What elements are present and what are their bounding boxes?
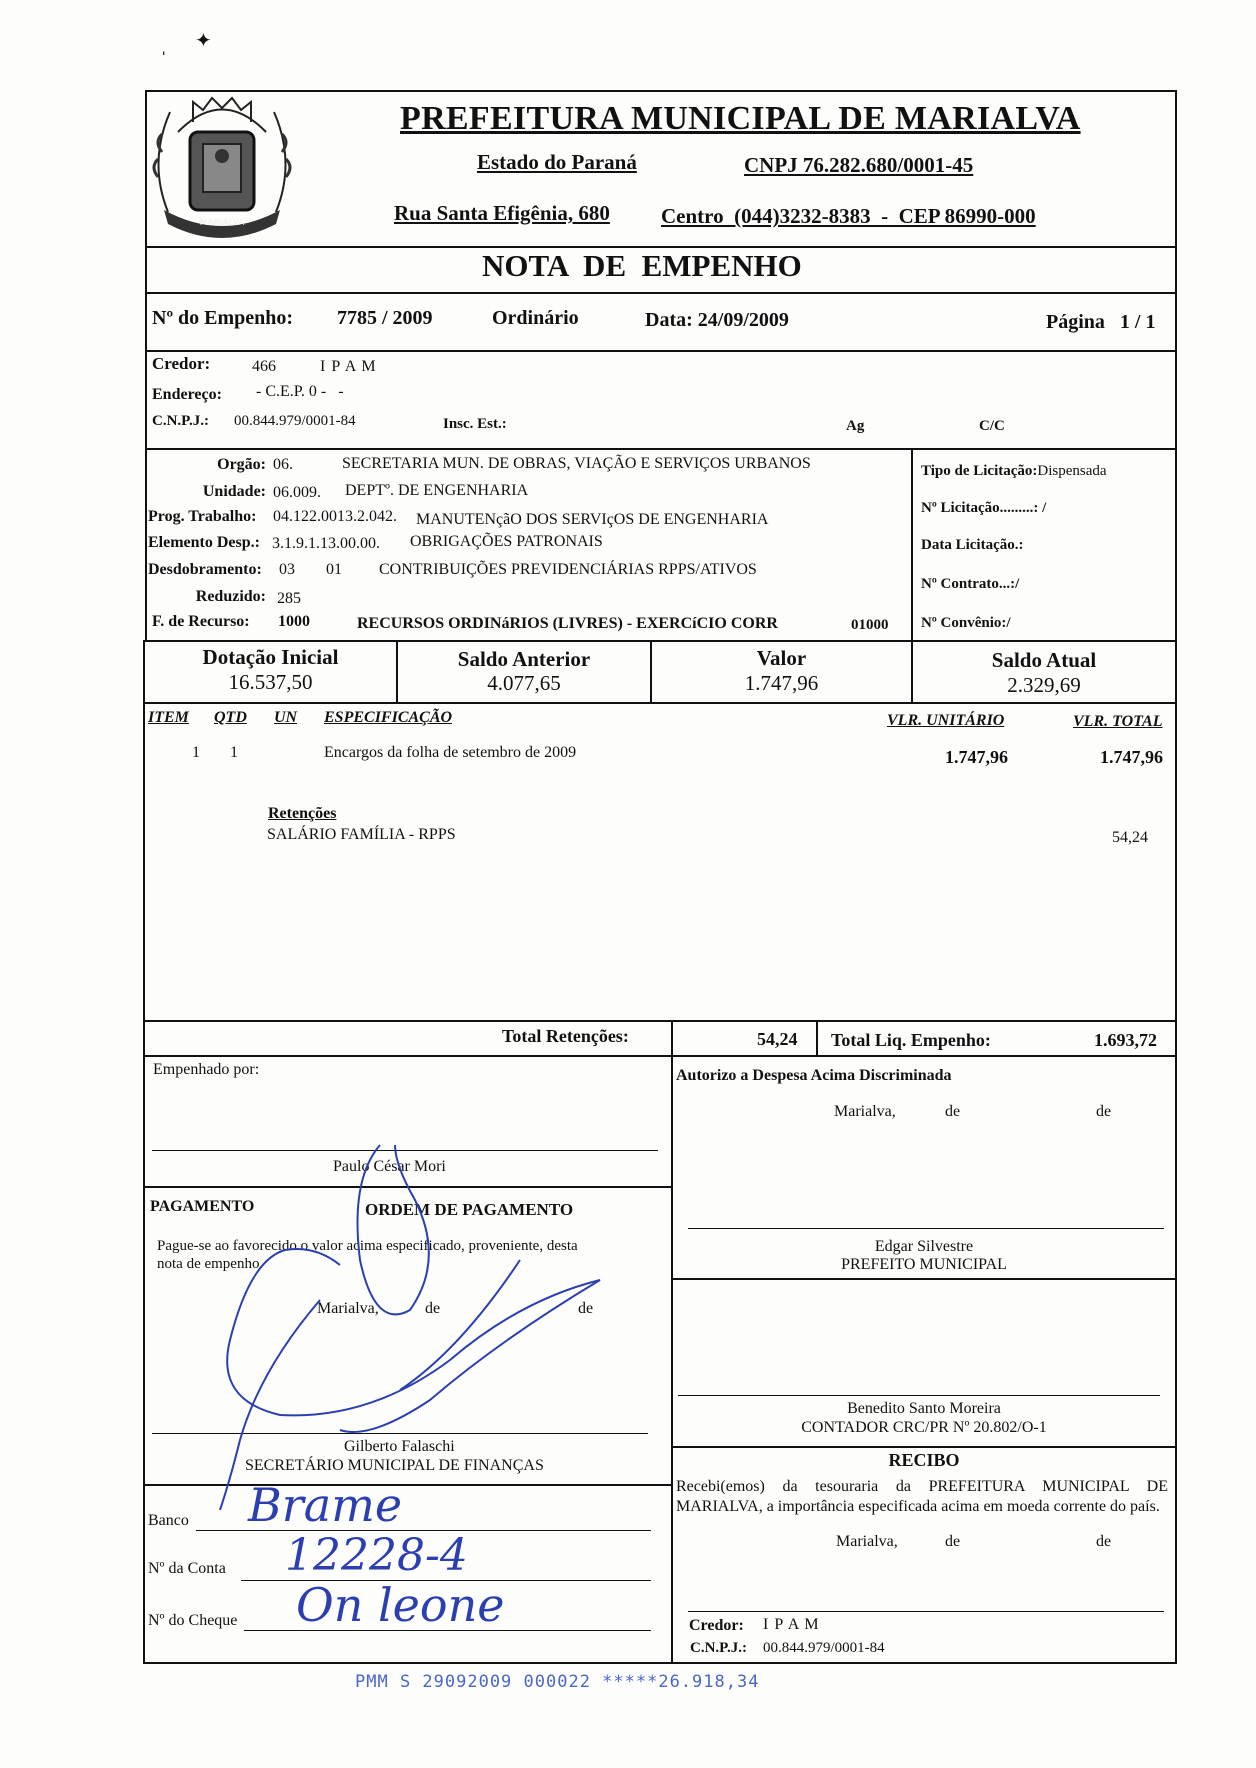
- desdobramento-code1: 03: [279, 561, 295, 578]
- recurso-code2: 01000: [851, 617, 889, 633]
- cnpj-header: CNPJ 76.282.680/0001-45: [744, 153, 974, 177]
- total-liq-label: Total Liq. Empenho:: [831, 1030, 991, 1050]
- address-street: Rua Santa Efigênia, 680: [394, 201, 610, 225]
- autorizo-de-1: de: [945, 1103, 961, 1120]
- col-unit-value: VLR. UNITÁRIO: [887, 712, 1005, 729]
- recurso-label: F. de Recurso:: [152, 613, 250, 630]
- prefeito-signature-line: [688, 1228, 1164, 1229]
- totals-divider-2: [816, 1020, 818, 1057]
- total-liq-value: 1.693,72: [1094, 1030, 1157, 1050]
- items-box: [143, 702, 1177, 1022]
- reduzido-label: Reduzido:: [195, 588, 266, 605]
- totals-row: [143, 1020, 1177, 1057]
- credor-label: Credor:: [152, 354, 211, 373]
- dotacao-value: 16.537,50: [228, 670, 313, 694]
- empenho-date: Data: 24/09/2009: [645, 309, 789, 331]
- total-retencoes-label: Total Retenções:: [502, 1026, 629, 1046]
- elemento-label: Elemento Desp.:: [148, 534, 260, 551]
- address-rest: Centro (044)3232-8383 - CEP 86990-000: [661, 204, 1036, 228]
- prefeito-name: Edgar Silvestre: [874, 1238, 974, 1255]
- saldo-atual-label: Saldo Atual: [991, 648, 1097, 672]
- recibo-signature-line: [688, 1611, 1164, 1612]
- pagamento-label: PAGAMENTO: [150, 1198, 255, 1215]
- reduzido-value: 285: [277, 590, 301, 607]
- retencoes-label: Retenções: [268, 805, 337, 822]
- cashier-stamp: PMM S 29092009 000022 *****26.918,34: [355, 1672, 760, 1692]
- prog-desc: MANUTENçãO DOS SERVIçOS DE ENGENHARIA: [416, 511, 769, 528]
- licitacao-tipo-value: Dispensada: [1037, 463, 1107, 479]
- pagamento-text-2: nota de empenho: [157, 1256, 260, 1272]
- empenho-type: Ordinário: [492, 307, 579, 329]
- prog-label: Prog. Trabalho:: [148, 508, 257, 525]
- saldo-anterior-label: Saldo Anterior: [457, 647, 591, 671]
- credor-code: 466: [252, 358, 276, 375]
- speck-mark: ✦: [195, 30, 212, 52]
- state-name: Estado do Paraná: [477, 150, 637, 174]
- contador-name: Benedito Santo Moreira: [847, 1400, 1001, 1417]
- licitacao-tipo-label: [921, 463, 1107, 480]
- licitacao-data: Data Licitação.:: [921, 537, 1024, 553]
- elemento-code: 3.1.9.1.13.00.00.: [272, 535, 380, 552]
- licitacao-tipo-text: Tipo de Licitação:: [921, 463, 1038, 479]
- recibo-de-1: de: [945, 1533, 961, 1550]
- page-number: Página 1 / 1: [1046, 311, 1156, 333]
- banco-label: Banco: [148, 1512, 189, 1529]
- endereco-value: - C.E.P. 0 - -: [256, 383, 344, 400]
- desdobramento-desc: CONTRIBUIÇÕES PREVIDENCIÁRIAS RPPS/ATIVOS: [379, 561, 757, 578]
- prog-code: 04.122.0013.2.042.: [273, 508, 397, 525]
- doc-title: NOTA DE EMPENHO: [482, 248, 802, 283]
- banco-value: Brame: [248, 1478, 403, 1532]
- saldo-atual-value: 2.329,69: [1007, 673, 1081, 697]
- empenho-number: 7785 / 2009: [337, 307, 433, 329]
- recibo-cnpj-value: 00.844.979/0001-84: [763, 1640, 885, 1656]
- empenhado-label: Empenhado por:: [153, 1061, 260, 1078]
- valor-label: Valor: [756, 646, 807, 670]
- row-spec: Encargos da folha de setembro de 2009: [324, 744, 577, 761]
- conta-value: 12228-4: [285, 1530, 468, 1581]
- row-total-value: 1.747,96: [1100, 747, 1163, 767]
- endereco-label: Endereço:: [152, 386, 222, 403]
- unidade-desc: DEPTº. DE ENGENHARIA: [345, 482, 529, 499]
- row-unit-value: 1.747,96: [945, 747, 1008, 767]
- orgao-desc: SECRETARIA MUN. DE OBRAS, VIAÇÃO E SERVIÇOS URBANOS: [342, 455, 811, 472]
- unidade-code: 06.009.: [273, 484, 321, 501]
- autorizo-de-2: de: [1096, 1103, 1112, 1120]
- recibo-text: Recebi(emos) da tesouraria da PREFEITURA MUNICIPAL DE MARIALVA, a importância especificada acima em moeda corrente do país.: [676, 1478, 1168, 1515]
- contrato-number: Nº Contrato...:/: [921, 576, 1020, 592]
- conta-label: Nº da Conta: [148, 1560, 226, 1577]
- pagamento-signer: Gilberto Falaschi: [344, 1438, 455, 1455]
- recurso-desc: RECURSOS ORDINáRIOS (LIVRES) - EXERCíCIO CORR: [357, 615, 778, 632]
- elemento-desc: OBRIGAÇÕES PATRONAIS: [410, 533, 603, 550]
- col-qtd: QTD: [214, 709, 247, 726]
- autorizo-city: Marialva,: [834, 1103, 896, 1120]
- insc-est-label: Insc. Est.:: [443, 416, 507, 432]
- ag-label: Ag: [846, 418, 865, 434]
- ordem-pagamento-label: ORDEM DE PAGAMENTO: [365, 1200, 574, 1219]
- credor-cnpj-value: 00.844.979/0001-84: [234, 413, 356, 429]
- recibo-de-2: de: [1096, 1533, 1112, 1550]
- autorizo-label: Autorizo a Despesa Acima Discriminada: [676, 1067, 952, 1084]
- orgao-label: Orgão:: [217, 456, 266, 473]
- pagamento-de-2: de: [578, 1300, 594, 1317]
- totals-divider-1: [671, 1020, 673, 1057]
- orgao-code: 06.: [273, 456, 293, 473]
- empenhado-signer: Paulo César Mori: [333, 1158, 446, 1175]
- cc-label: C/C: [979, 418, 1005, 434]
- recibo-credor-value: I P A M: [763, 1616, 820, 1633]
- desdobramento-label: Desdobramento:: [148, 561, 262, 578]
- credor-cnpj-label: C.N.P.J.:: [152, 413, 209, 429]
- row-qtd: 1: [230, 744, 238, 761]
- credor-name: I P A M: [320, 358, 377, 375]
- svg-text:MARIALVA: MARIALVA: [199, 218, 245, 228]
- col-item: ITEM: [148, 709, 189, 726]
- dotacao-label: Dotação Inicial: [202, 645, 339, 669]
- recibo-credor-label: Credor:: [689, 1617, 744, 1634]
- municipal-crest-icon: [148, 92, 296, 242]
- recibo-label: RECIBO: [888, 1450, 960, 1470]
- retencao-value: 54,24: [1112, 829, 1148, 846]
- empenho-label: Nº do Empenho:: [152, 307, 294, 329]
- col-spec: ESPECIFICAÇÃO: [324, 709, 453, 726]
- pagamento-signer-role: SECRETÁRIO MUNICIPAL DE FINANÇAS: [245, 1457, 544, 1474]
- desdobramento-code2: 01: [326, 561, 342, 578]
- prefeito-role: PREFEITO MUNICIPAL: [841, 1256, 1007, 1273]
- cheque-value: On leone: [296, 1578, 505, 1632]
- unidade-label: Unidade:: [202, 483, 266, 500]
- page-title: PREFEITURA MUNICIPAL DE MARIALVA: [400, 100, 1081, 137]
- speck-mark: ˌ: [160, 30, 168, 55]
- col-total-value: VLR. TOTAL: [1073, 713, 1163, 730]
- budget-divider: [911, 448, 913, 642]
- recibo-cnpj-label: C.N.P.J.:: [690, 1640, 747, 1656]
- contador-signature-line: [678, 1395, 1160, 1396]
- contador-role: CONTADOR CRC/PR Nº 20.802/O-1: [801, 1419, 1047, 1436]
- recibo-city: Marialva,: [836, 1533, 898, 1550]
- retencao-name: SALÁRIO FAMÍLIA - RPPS: [267, 826, 456, 843]
- pagamento-de-1: de: [425, 1300, 441, 1317]
- licitacao-numero: Nº Licitação.........: /: [921, 500, 1047, 516]
- col-un: UN: [274, 709, 298, 726]
- total-retencoes-value: 54,24: [757, 1029, 798, 1049]
- saldo-anterior-value: 4.077,65: [487, 671, 561, 695]
- recurso-code: 1000: [278, 613, 310, 630]
- cheque-label: Nº do Cheque: [148, 1612, 238, 1629]
- valor-value: 1.747,96: [744, 671, 819, 695]
- convenio-number: Nº Convênio:/: [921, 615, 1011, 631]
- pagamento-city: Marialva,: [317, 1300, 379, 1317]
- pagamento-text-1: Pague-se ao favorecido o valor acima especificado, proveniente, desta: [157, 1238, 578, 1254]
- handwritten-signature: [200, 1140, 620, 1510]
- row-item: 1: [192, 744, 200, 761]
